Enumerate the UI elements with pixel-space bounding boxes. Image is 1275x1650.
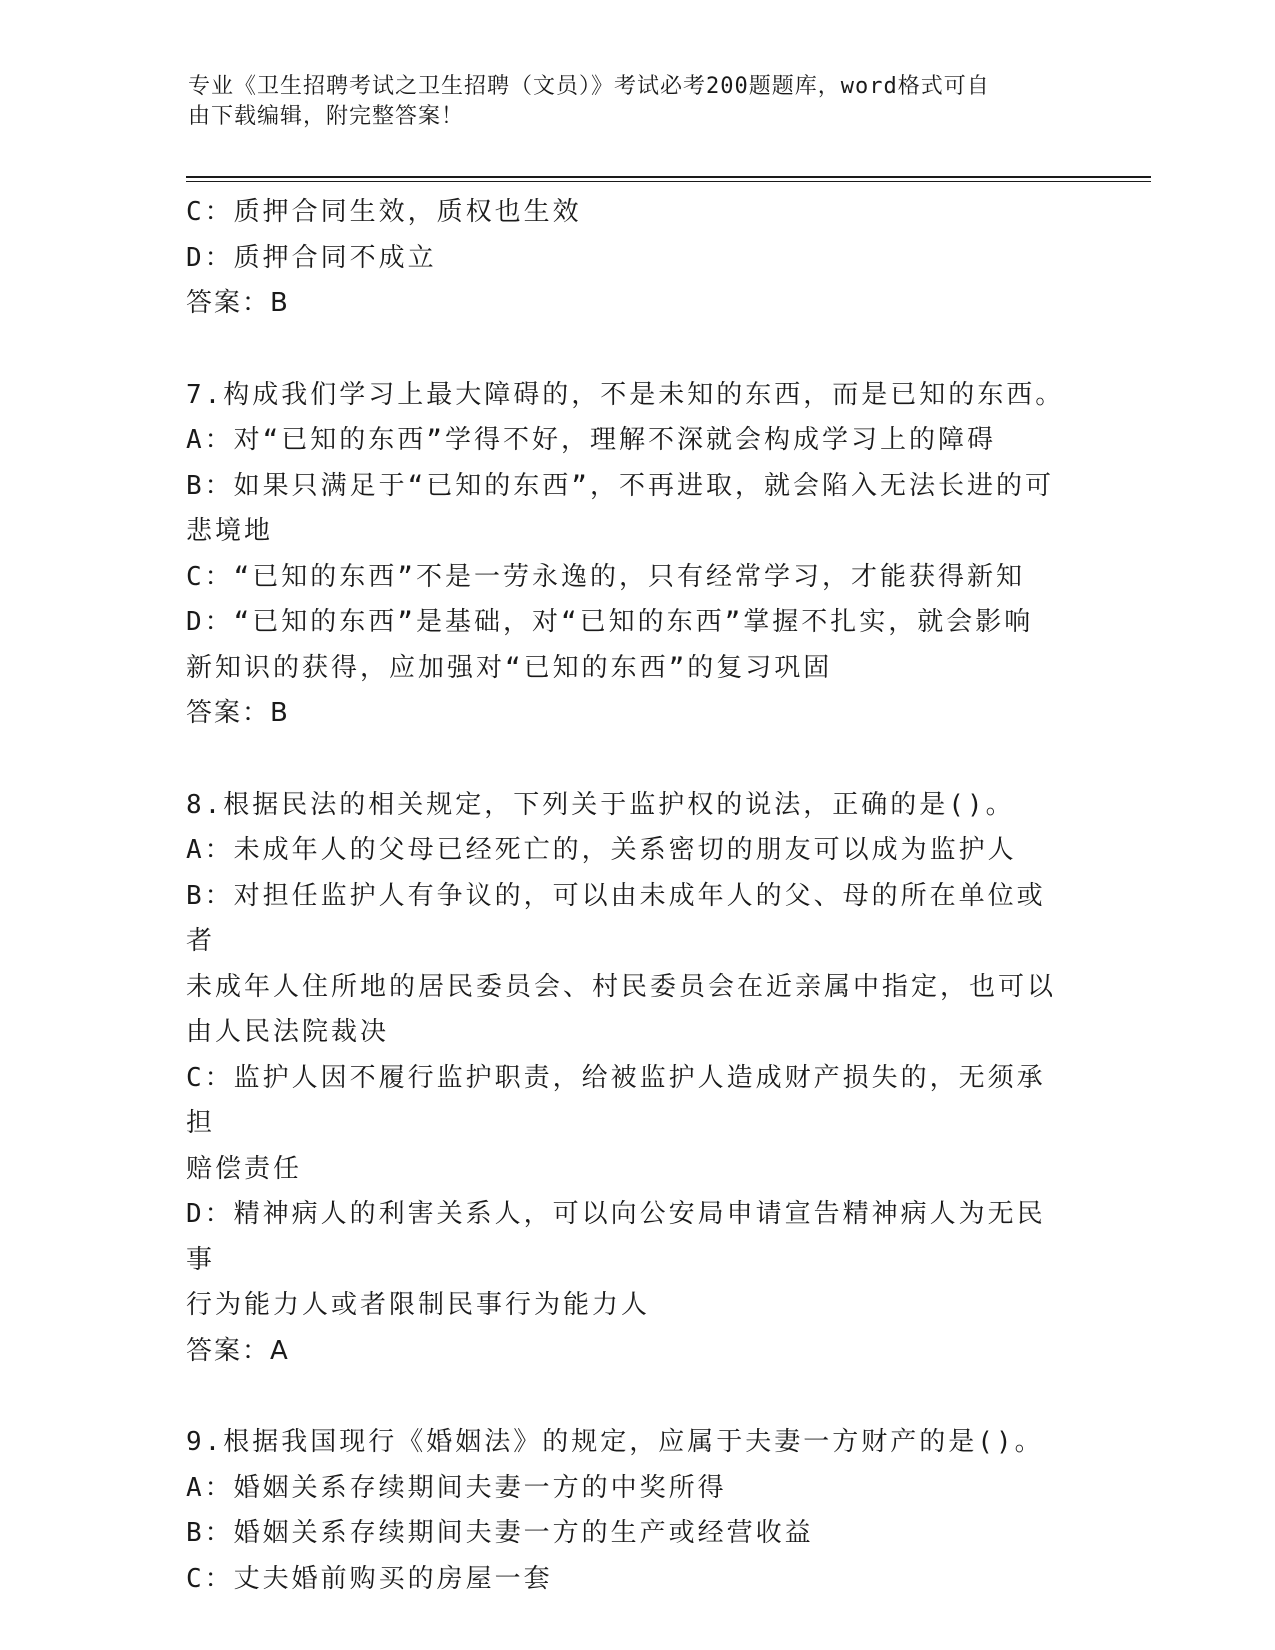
option-d-cont: 行为能力人或者限制民事行为能力人 <box>186 1290 651 1320</box>
option-a: A：对“已知的东西”学得不好，理解不深就会构成学习上的障碍 <box>186 425 996 455</box>
option-c: C：“已知的东西”不是一劳永逸的，只有经常学习，才能获得新知 <box>186 561 1025 592</box>
question-7 <box>186 373 1066 737</box>
answer: 答案：A <box>186 1335 290 1366</box>
answer: 答案：B <box>186 288 290 318</box>
header-line-2: 由下载编辑，附完整答案！ <box>188 104 465 129</box>
question-list <box>186 190 1066 1602</box>
header-rule-thin <box>186 181 1151 182</box>
option-a: A：未成年人的父母已经死亡的，关系密切的朋友可以成为监护人 <box>186 835 1017 865</box>
answer: 答案：B <box>186 698 290 728</box>
question-stem: 7.构成我们学习上最大障碍的，不是未知的东西，而是已知的东西。 <box>186 379 1065 410</box>
option-c: C：质押合同生效，质权也生效 <box>186 197 582 227</box>
header-line-1: 专业《卫生招聘考试之卫生招聘（文员）》考试必考200题题库，word格式可自 <box>188 74 990 99</box>
option-c: C：丈夫婚前购买的房屋一套 <box>186 1563 553 1594</box>
question-9 <box>186 1420 1066 1602</box>
question-8 <box>186 783 1066 1375</box>
question-6-tail <box>186 190 1066 327</box>
option-b: B：对担任监护人有争议的，可以由未成年人的父、母的所在单位或者 <box>186 880 1046 956</box>
option-b-cont: 悲境地 <box>186 516 274 546</box>
spacer <box>186 327 1066 373</box>
question-stem: 8.根据民法的相关规定，下列关于监护权的说法，正确的是()。 <box>186 789 1015 820</box>
spacer <box>186 1374 1066 1420</box>
option-b-cont: 未成年人住所地的居民委员会、村民委员会在近亲属中指定，也可以 <box>186 971 1057 1002</box>
option-d-cont: 新知识的获得，应加强对“已知的东西”的复习巩固 <box>186 652 833 683</box>
option-c: C：监护人因不履行监护职责，给被监护人造成财产损失的，无须承担 <box>186 1062 1046 1138</box>
option-b: B：如果只满足于“已知的东西”，不再进取，就会陷入无法长进的可 <box>186 470 1054 501</box>
option-c-cont: 赔偿责任 <box>186 1153 303 1184</box>
option-b-cont: 由人民法院裁决 <box>186 1017 390 1047</box>
option-d: D：“已知的东西”是基础，对“已知的东西”掌握不扎实，就会影响 <box>186 607 1034 637</box>
option-d: D：精神病人的利害关系人，可以向公安局申请宣告精神病人为无民事 <box>186 1199 1046 1275</box>
option-b: B：婚姻关系存续期间夫妻一方的生产或经营收益 <box>186 1518 814 1548</box>
document-header <box>188 72 1068 132</box>
option-a: A：婚姻关系存续期间夫妻一方的中奖所得 <box>186 1472 727 1503</box>
option-d: D：质押合同不成立 <box>186 242 437 273</box>
question-stem: 9.根据我国现行《婚姻法》的规定，应属于夫妻一方财产的是()。 <box>186 1427 1044 1457</box>
header-rule-thick <box>186 176 1151 178</box>
spacer <box>186 737 1066 783</box>
